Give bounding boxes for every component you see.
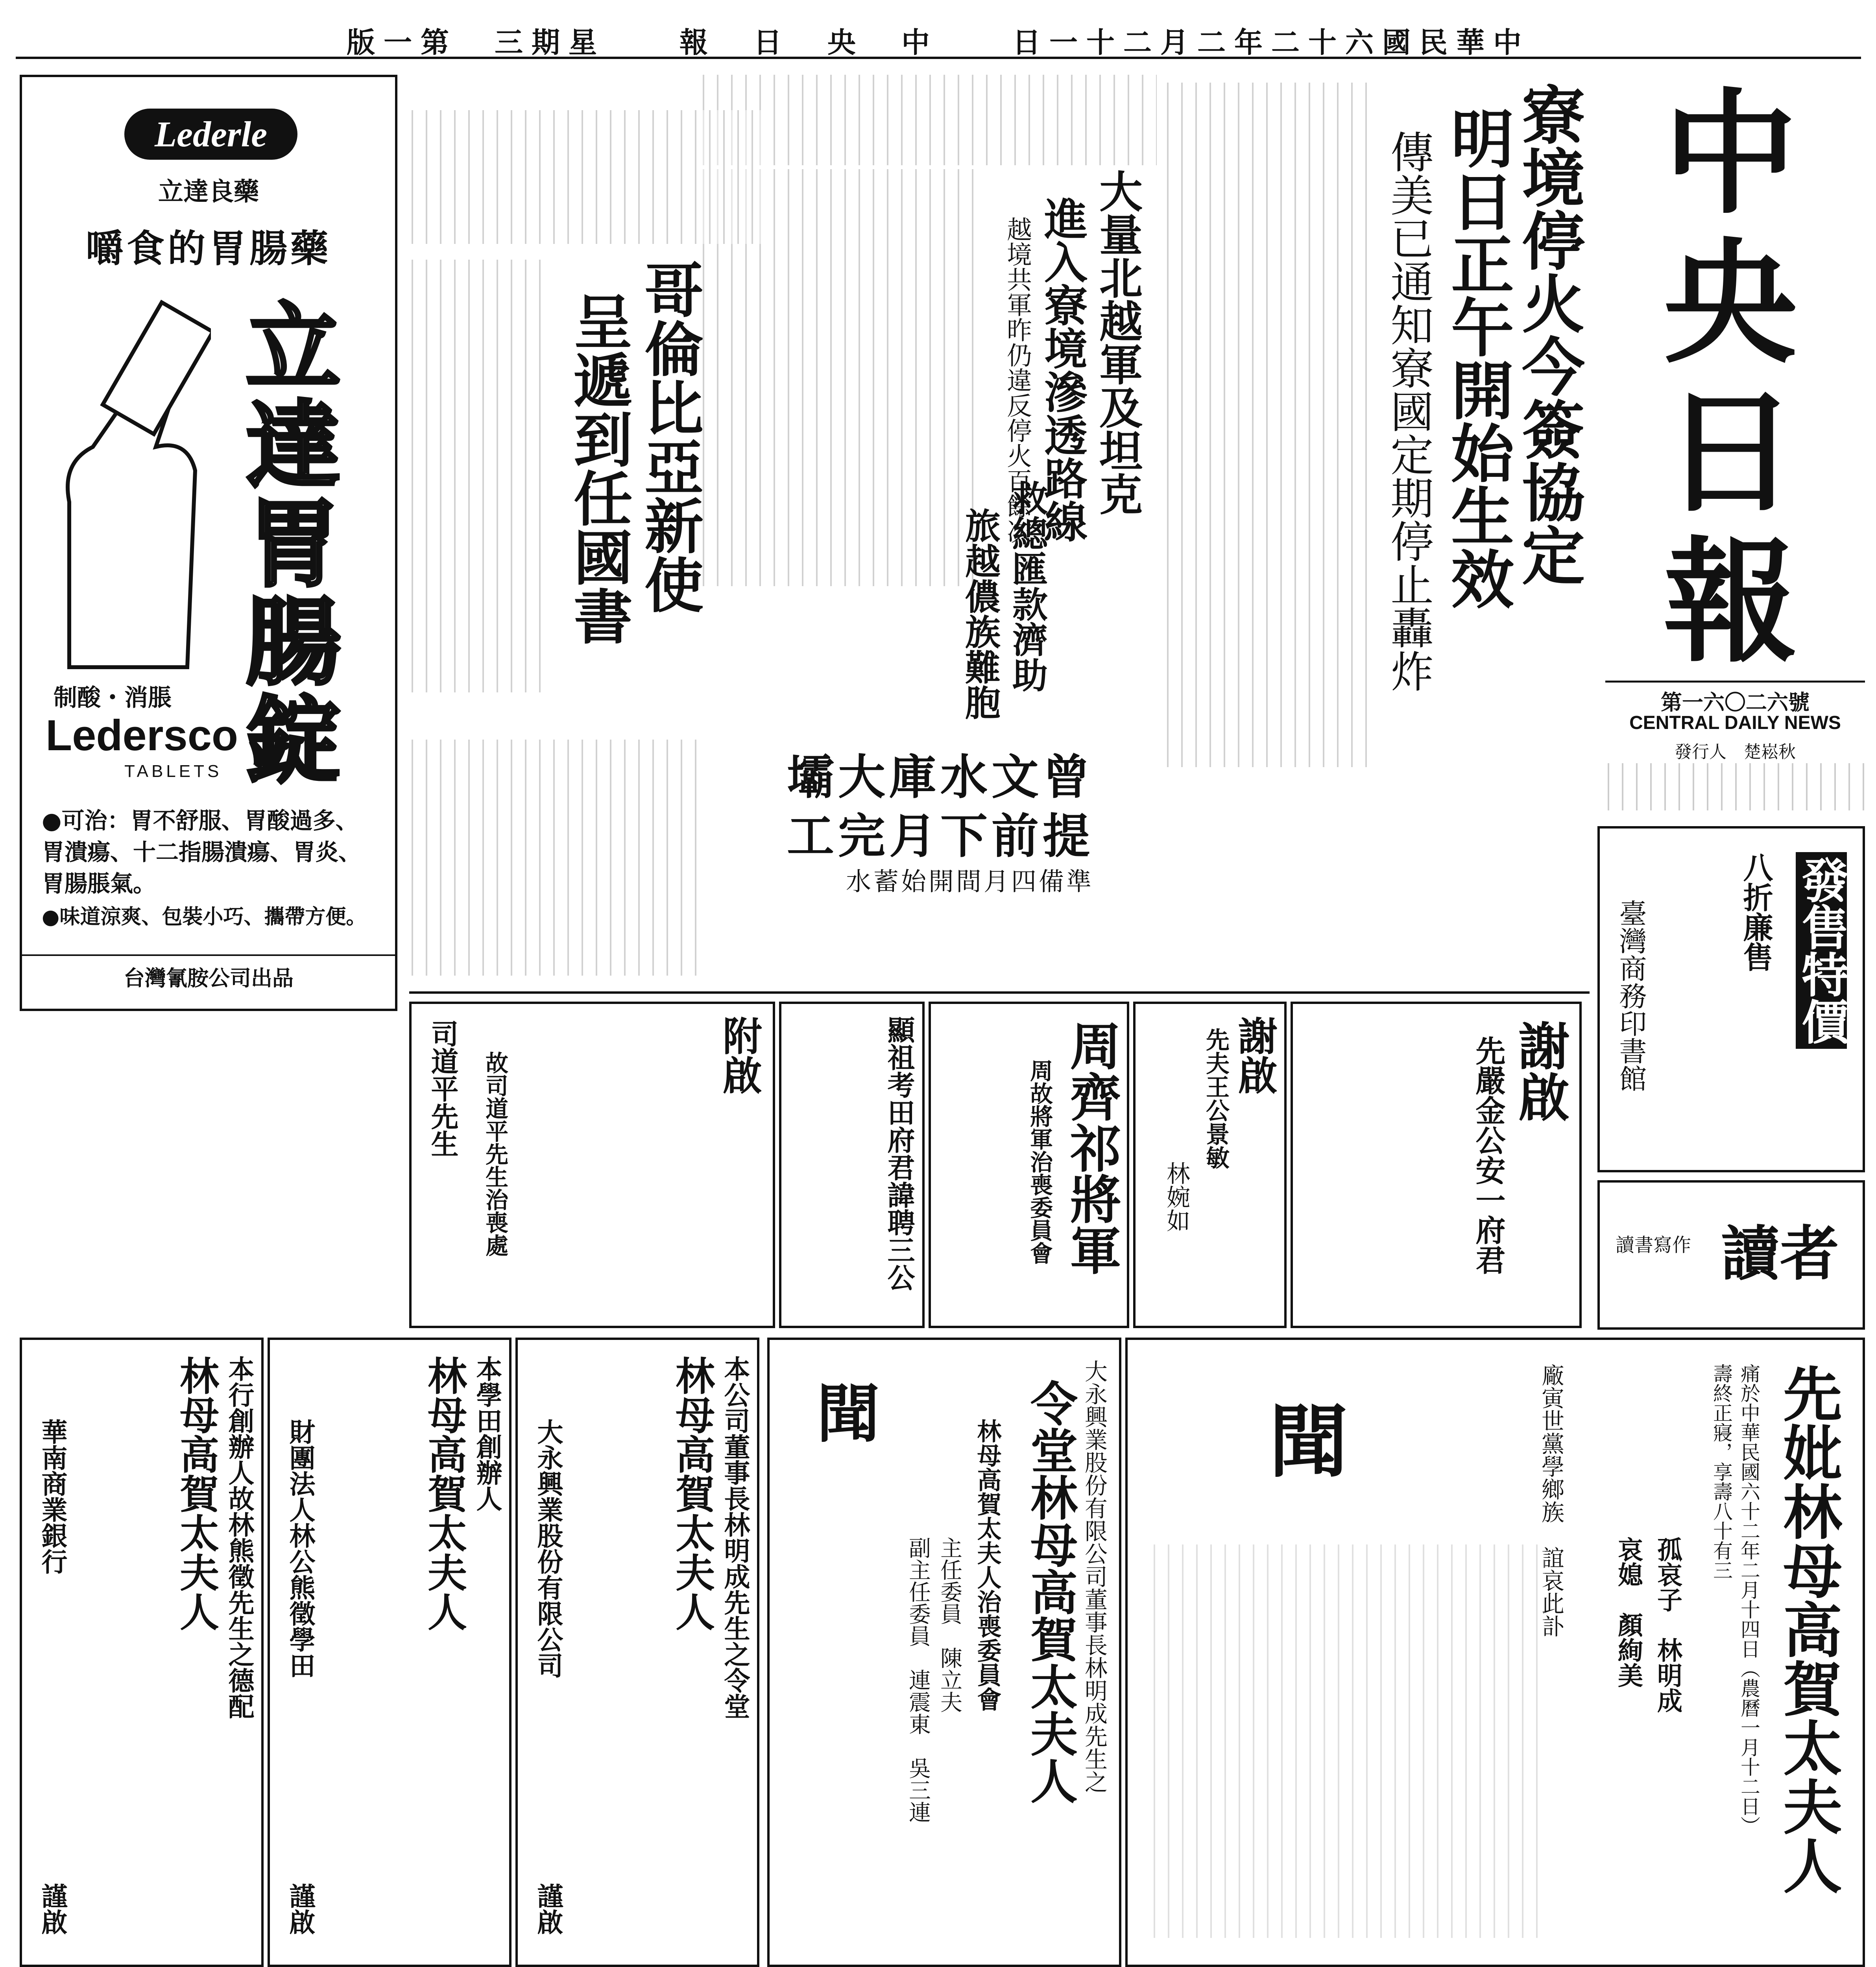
ad-tushu-label: 八折廉售 [1738, 852, 1773, 972]
notice-yan-jin [1291, 1002, 1582, 1328]
story5-subheadline: 準備四月間開始蓄水 [846, 867, 1094, 897]
notice-wang-gong-title: 先夫王公景敏 [1202, 1028, 1230, 1169]
ad-tushu [1597, 826, 1865, 1172]
obit-committee-title: 令堂林母高賀太夫人 [1023, 1379, 1078, 1804]
notice-si-dao: 司道平先生 [427, 1020, 459, 1157]
story4-headline2: 旅越儂族難胞 [959, 507, 1001, 720]
obit-row1-company: 財團法人林公熊徵學田 [285, 1419, 316, 1678]
obit-main-line2: 孤哀子 林明成 [1653, 1537, 1682, 1713]
notice-wang-gong [1133, 1002, 1287, 1328]
obit-committee-member1: 副主任委員 連震東 吳三連 [905, 1537, 931, 1823]
obit-main [1125, 1338, 1865, 1967]
ad-dushe [1597, 1180, 1865, 1330]
ad-lederle [20, 75, 397, 1011]
ad-tushu-title: 發售特價 [1796, 852, 1847, 1049]
obit-row1-company: 華南商業銀行 [37, 1419, 68, 1574]
notice-fu-qi [409, 1002, 775, 1328]
lederle-bullet2: ●味道涼爽、包裝小巧、攜帶方便。 [42, 905, 367, 929]
obit-committee [767, 1338, 1121, 1967]
lead-headline: 寮境停火今簽協定 [1511, 83, 1585, 586]
notice-gu-ta: 故司道平先生治喪處 [482, 1051, 508, 1257]
notice-zhou-zhi: 周故將軍治喪委員會 [1026, 1059, 1053, 1264]
story2-headline2: 進入寮境滲透路線 [1037, 197, 1088, 543]
header-line-text: 中華民國六十二年二月二十一日 中 央 日 報 星期三 第一版 [346, 26, 1530, 59]
notice-yan-jin-title: 先嚴金公安一府君 [1471, 1035, 1506, 1275]
notice-fu-qi-title: 附啟 [716, 1016, 763, 1094]
story5-headline2: 提前下月完工 [787, 808, 1094, 864]
obit-row1-company: 大永興業股份有限公司 [533, 1419, 563, 1678]
obit-row1-title: 林母高賀太夫人 [173, 1356, 220, 1631]
story2-subheadline: 越境共軍昨仍違反停火百餘次 [1003, 216, 1032, 544]
obit-main-wen: 聞 [1269, 1396, 1348, 1488]
obit-row1-item [515, 1338, 759, 1967]
obit-row1 [20, 1338, 759, 1967]
obit-row1-sign: 謹啟 [37, 1883, 68, 1935]
lederle-brand-zh: 立達良藥 [158, 177, 259, 207]
obit-row1-sign: 謹啟 [285, 1883, 316, 1935]
lederle-product-en: Ledersco [46, 711, 238, 760]
masthead-issue: 第一六〇二六號 [1605, 681, 1865, 716]
story2-headline: 大量北越軍及坦克 [1092, 169, 1143, 515]
story3-body [409, 110, 763, 244]
story3-headline2: 呈遞到任國書 [563, 291, 633, 645]
obit-main-family [1151, 1544, 1545, 1938]
lederle-tablets: TABLETS [124, 762, 222, 781]
obit-main-title: 先妣林母高賀太夫人 [1773, 1364, 1842, 1895]
obit-row1-head: 本學田創辦人 [472, 1356, 502, 1511]
lead-story [1165, 67, 1590, 767]
notice-xian-zu-title: 顯祖考田府君諱聘三公 [883, 1016, 916, 1291]
obit-row1-head: 本公司董事長林明成先生之令堂 [720, 1356, 750, 1719]
obit-committee-member0: 主任委員 陳立夫 [937, 1537, 962, 1713]
notice-wang-gong-xie: 謝啟 [1232, 1016, 1278, 1094]
lederle-product: 立達胃腸錠 [230, 297, 341, 789]
masthead-english: CENTRAL DAILY NEWS [1629, 712, 1841, 733]
notice-zhou-qi-title: 周齊祁將軍 [1062, 1020, 1122, 1275]
obit-main-xun: 廠寅世黨學鄉族 誼哀此訃 [1538, 1364, 1564, 1637]
notice-zhou-qi [929, 1002, 1129, 1328]
notice-yan-jin-xie: 謝啟 [1510, 1020, 1570, 1122]
notices-top [409, 991, 1590, 1334]
story4 [881, 456, 1054, 732]
header-line [16, 16, 1861, 59]
ad-dushe-sub: 讀書寫作 [1616, 1234, 1691, 1256]
masthead-publisher: 發行人 楚崧秋 [1675, 742, 1796, 762]
obit-main-line0: 痛於中華民國六十二年二月十四日（農曆一月十二日） [1738, 1364, 1760, 1836]
ad-dushe-title: 讀者 [1721, 1219, 1839, 1288]
obit-row1-item [20, 1338, 264, 1967]
obit-main-line1: 壽終正寢，享壽八十有三 [1710, 1364, 1733, 1580]
lederle-logo [124, 109, 297, 160]
story3-headline: 哥倫比亞新使 [634, 260, 704, 614]
story3-body2 [409, 260, 551, 692]
masthead-phones [1605, 763, 1865, 810]
story5 [409, 732, 1196, 980]
lederle-maker: 制酸・消脹 [54, 684, 172, 712]
story5-headline: 曾文水庫大壩 [787, 749, 1094, 805]
lead-headline2: 明日正午開始生效 [1440, 106, 1514, 610]
story3 [409, 110, 763, 692]
obit-row1-sign: 謹啟 [533, 1883, 563, 1935]
ad-tushu-company: 臺灣商務印書館 [1615, 899, 1647, 1092]
obit-row1-item [268, 1338, 511, 1967]
story4-headline: 救總匯款濟助 [1006, 480, 1048, 692]
obit-committee-head: 大永興業股份有限公司董事長林明成先生之 [1081, 1360, 1108, 1793]
masthead-title: 中央日報 [1641, 83, 1798, 681]
obit-row1-head: 本行創辦人故林熊徵先生之德配 [224, 1356, 255, 1719]
masthead [1597, 67, 1865, 814]
lederle-bullet1: ●可治：胃不舒服、胃酸過多、胃潰瘍、十二指腸潰瘍、胃炎、胃腸脹氣。 [42, 807, 362, 897]
obit-committee-name: 林母高賀太夫人治喪委員會 [973, 1419, 1002, 1711]
notice-lin-wan: 林婉如 [1163, 1161, 1190, 1232]
obit-main-line3: 哀媳 顏絢美 [1614, 1537, 1643, 1688]
obit-row1-title: 林母高賀太夫人 [669, 1356, 715, 1631]
lederle-brand: Lederle [154, 114, 268, 154]
lederle-tagline: 嚼食的胃腸藥 [86, 226, 331, 271]
obit-row1-title: 林母高賀太夫人 [421, 1356, 467, 1631]
lead-subheadline: 傳美已通知寮國定期停止轟炸 [1383, 130, 1434, 692]
notice-xian-zu [779, 1002, 925, 1328]
story2-body-top [700, 75, 1157, 165]
lederle-hand-illustration [46, 297, 211, 671]
lederle-company: 台灣氰胺公司出品 [22, 954, 395, 992]
lead-body [1165, 83, 1369, 767]
story5-body [409, 740, 700, 976]
obit-committee-wen: 聞 [817, 1377, 880, 1451]
